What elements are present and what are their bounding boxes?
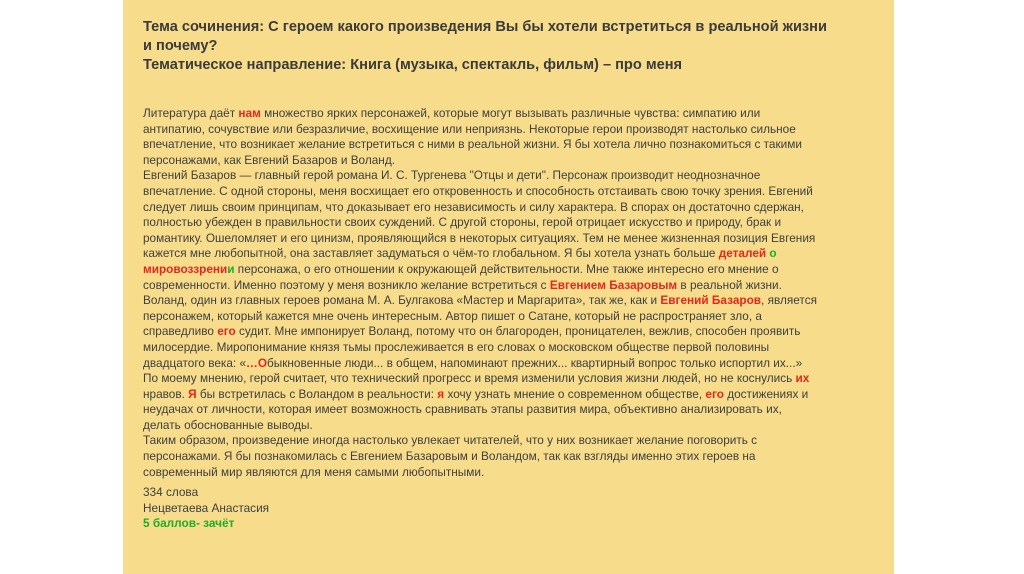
highlight-red: Евгений Базаров: [660, 293, 762, 308]
essay-line: персонажами. Я бы познакомилась с Евгением Базаровым и Воландом, так как взгляды именно этих героев на: [143, 449, 756, 464]
essay-line: неудачах от личности, которая имеет возможность сравнивать этапы развития мира, объективно анализировать их,: [143, 402, 782, 417]
essay-line: По моему мнению, герой считает, что технический прогресс и время изменили условия жизни людей, но не коснулись их: [143, 371, 810, 386]
essay-line: персонажами, как Евгений Базаров и Воланд.: [143, 152, 395, 167]
highlight-red: Я: [188, 386, 197, 401]
highlight-red: я: [437, 386, 445, 401]
thematic-direction: Тематическое направление: Книга (музыка, спектакль, фильм) – про меня: [143, 57, 683, 73]
essay-line: Литература даёт нам множество ярких персонажей, которые могут вызывать различные чувства: симпатию или: [143, 106, 761, 120]
topic-line-2: и почему?: [143, 38, 218, 54]
word-count: 334 слова: [143, 485, 199, 499]
topic-line-1: Тема сочинения: С героем какого произведения Вы бы хотели встретиться в реальной жизни: [143, 19, 827, 35]
essay-line: антипатию, сочувствие или безразличие, восхищение или неприязнь. Некоторые герои производят настолько сильное: [143, 121, 796, 136]
essay-line: мировоззрении персонажа, о его отношении к окружающей действительности. Мне также интересно его мнение о: [143, 261, 779, 276]
highlight-red: их: [795, 371, 810, 386]
essay-line: персонажем, который кажется мне очень интересным. Автор пишет о Сатане, который не распространяет зло, а: [143, 308, 762, 323]
essay-line: романтику. Ошеломляет и его цинизм, проявляющийся в некоторых ситуациях. Тем не менее жизненная позиция Евгения: [143, 230, 816, 245]
essay-body: [143, 106, 888, 480]
highlight-red: …О: [246, 355, 268, 370]
highlight-red: нам: [238, 106, 261, 120]
essay-line: современный мир являются для меня самыми любопытными.: [143, 464, 485, 479]
essay-line: следует лишь своим принципам, что доказывает его независимость и силу характера. В спорах он достаточно сдержан,: [143, 199, 804, 214]
essay-line: полностью убежден в правильности своих суждений. С другой стороны, герой отрицает искусство и природу, брак и: [143, 215, 782, 230]
grade-result: 5 баллов- зачёт: [143, 516, 235, 531]
essay-line: нравов. Я бы встретилась с Воландом в реальности: я хочу узнать мнение о современном обществе, его достижениях и: [143, 386, 809, 401]
highlight-red: Евгением Базаровым: [549, 277, 678, 292]
highlight-red: его: [705, 386, 724, 401]
essay-line: впечатление. С одной стороны, меня восхищает его откровенность и способность отстаивать свою точку зрения. Евгений: [143, 183, 813, 198]
highlight-green: и: [227, 261, 235, 276]
essay-line: справедливо его судит. Мне импонирует Воланд, потому что он благороден, проницателен, вежлив, способен проявить: [143, 324, 801, 339]
highlight-red: его: [217, 324, 236, 339]
essay-line: впечатление, что возникает желание встретиться с ними в реальной жизни. Я бы хотела лично познакомиться с такими: [143, 137, 802, 152]
highlight-red: мировоззрени: [143, 261, 228, 276]
essay-footer: [143, 485, 269, 532]
highlight-red: деталей: [718, 246, 767, 261]
essay-line: Таким образом, произведение иногда настолько увлекает читателей, что у них возникает желание поговорить с: [143, 433, 758, 448]
essay-heading: [143, 18, 883, 75]
essay-line: Воланд, один из главных героев романа М. А. Булгакова «Мастер и Маргарита», так же, как и Евгений Базаров, является: [143, 293, 817, 308]
essay-line: делать обоснованные выводы.: [143, 417, 313, 432]
essay-line: милосердие. Миропонимание князя тьмы прослеживается в его словах о московском обществе первой половины: [143, 339, 770, 354]
essay-line: кажется мне любопытной, она заставляет задуматься о чём-то глобальном. Я бы хотела узнать больше деталей о: [143, 246, 777, 261]
essay-line: Евгений Базаров — главный герой романа И. С. Тургенева "Отцы и дети". Персонаж производит неоднозначное: [143, 168, 761, 183]
highlight-green: о: [766, 246, 777, 261]
slide: [123, 0, 894, 574]
author-name: Нецветаева Анастасия: [143, 500, 270, 515]
essay-line: современности. Именно поэтому у меня возникло желание встретиться с Евгением Базаровым в реальной жизни.: [143, 277, 782, 292]
essay-line: двадцатого века: «…Обыкновенные люди... в общем, напоминают прежних... квартирный вопрос только испортил их...»: [143, 355, 803, 370]
